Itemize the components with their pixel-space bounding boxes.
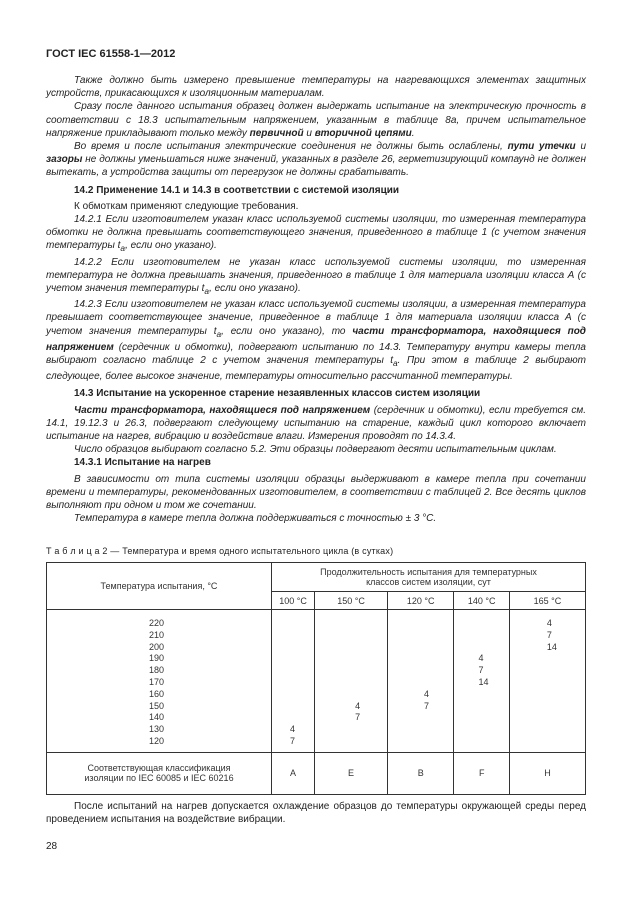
body-text bbox=[46, 74, 586, 526]
duration-values: 4 7 bbox=[272, 610, 315, 753]
section-heading: 14.3 Испытание на ускоренное старение незаявленных классов систем изоляции bbox=[74, 388, 481, 400]
duration-values: 4 7 14 bbox=[454, 610, 509, 753]
paragraph: 14.2.2 Если изготовителем не указан класс используемой системы изоляции, то измеренная температура не должна превышать значения, приведенного в таблице 1 для материала изоляции класса А (с учетом значения температуры $t_a$, если оно указано). bbox=[46, 256, 586, 297]
paragraph: 14.2.3 Если изготовителем не указан класс используемой системы изоляции, а измеренная температура превышает соответствующее значение, приведенное в таблице 1 для материала изоляции класса А (с учетом значения температуры $t_a$, если оно указано), то части трансформатора, находящиеся под напряжением (сердечник и обмотки), подвергают испытанию по 14.3. Температуру внутри камеры тепла выбирают согласно таблице 2 с учетом значения температуры $t_a$. При этом в таблице 2 выбирают следующее, более высокое значение, температуры относительно рассчитанной температуры. bbox=[46, 299, 586, 383]
classification-cell: Е bbox=[315, 752, 388, 794]
class-header: 120 °С bbox=[387, 592, 454, 610]
class-header: 140 °С bbox=[454, 592, 509, 610]
document-header: ГОСТ IEC 61558-1—2012 bbox=[46, 48, 176, 60]
temperature-time-table bbox=[46, 562, 586, 795]
class-header: 100 °С bbox=[272, 592, 315, 610]
section-heading: 14.2 Применение 14.1 и 14.3 в соответствии с системой изоляции bbox=[74, 184, 400, 196]
classification-cell: А bbox=[272, 752, 315, 794]
classification-label: Соответствующая классификация изоляции по IEC 60085 и IEC 60216 bbox=[47, 752, 272, 794]
paragraph: Части трансформатора, находящиеся под напряжением (сердечник и обмотки), если требуется см. 14.1, 19.12.3 и 26.3, подвергают следующему испытанию на старение, каждый цикл которого включает испытание на нагрев, вибрацию и воздействие влаги. Измерения проводят по 14.3.4. bbox=[46, 404, 586, 443]
duration-values: 4 7 14 bbox=[509, 610, 585, 753]
duration-values: 4 7 bbox=[387, 610, 454, 753]
page-number: 28 bbox=[46, 841, 58, 852]
duration-values: 4 7 bbox=[315, 610, 388, 753]
classification-cell: F bbox=[454, 752, 509, 794]
table-caption: Т а б л и ц а 2 — Температура и время одного испытательного цикла (в сутках) bbox=[46, 546, 394, 556]
classification-cell: В bbox=[387, 752, 454, 794]
paragraph: Число образцов выбирают согласно 5.2. Эти образцы подвергают десяти испытательным циклам. bbox=[74, 444, 557, 456]
class-header: 165 °С bbox=[509, 592, 585, 610]
section-heading: 14.3.1 Испытание на нагрев bbox=[74, 457, 211, 469]
paragraph: После испытаний на нагрев допускается охлаждение образцов до температуры окружающей среды перед проведением испытания на воздействие вибрации. bbox=[46, 801, 586, 826]
temperature-values: 220 210 200 190 180 170 160 150 140 130 120 bbox=[47, 610, 272, 753]
class-header: 150 °С bbox=[315, 592, 388, 610]
paragraph: К обмоткам применяют следующие требования. bbox=[74, 200, 299, 212]
classification-cell: Н bbox=[509, 752, 585, 794]
paragraph: Во время и после испытания электрические соединения не должны быть ослаблены, пути утечки и зазоры не должны уменьшаться ниже значений, указанных в разделе 26, герметизирующий компаунд не должен вытекать, а устройства защиты от перегрузок не должны срабатывать. bbox=[46, 141, 587, 179]
paragraph: Температура в камере тепла должна поддерживаться с точностью ± 3 °С. bbox=[74, 513, 437, 525]
paragraph: 14.2.1 Если изготовителем указан класс используемой системы изоляции, то измеренная температура обмотки не должна превышать соответствующего значения, приведенного в таблице 1 (с учетом значения температуры $t_a$, если оно указано). bbox=[46, 214, 586, 254]
duration-header: Продолжительность испытания для температурных классов систем изоляции, сут bbox=[272, 563, 586, 592]
temperature-column-header: Температура испытания, °С bbox=[47, 563, 272, 610]
paragraph: В зависимости от типа системы изоляции образцы выдерживают в камере тепла при сочетании времени и температуры, рекомендованных изготовителем, в соответствии с таблицей 2. Все десять циклов выполняют при одном и том же сочетании. bbox=[46, 473, 586, 512]
paragraph: Сразу после данного испытания образец должен выдержать испытание на электрическую прочность в соответствии с 18.3 испытательным напряжением, указанным в таблице 8а, причем испытательное напряжение прикладывают только между первичной и вторичной цепями. bbox=[46, 101, 586, 139]
paragraph: Также должно быть измерено превышение температуры на нагревающихся элементах защитных устройств, прикасающихся к изоляционным материалам. bbox=[46, 75, 586, 100]
after-table-text bbox=[46, 800, 586, 826]
